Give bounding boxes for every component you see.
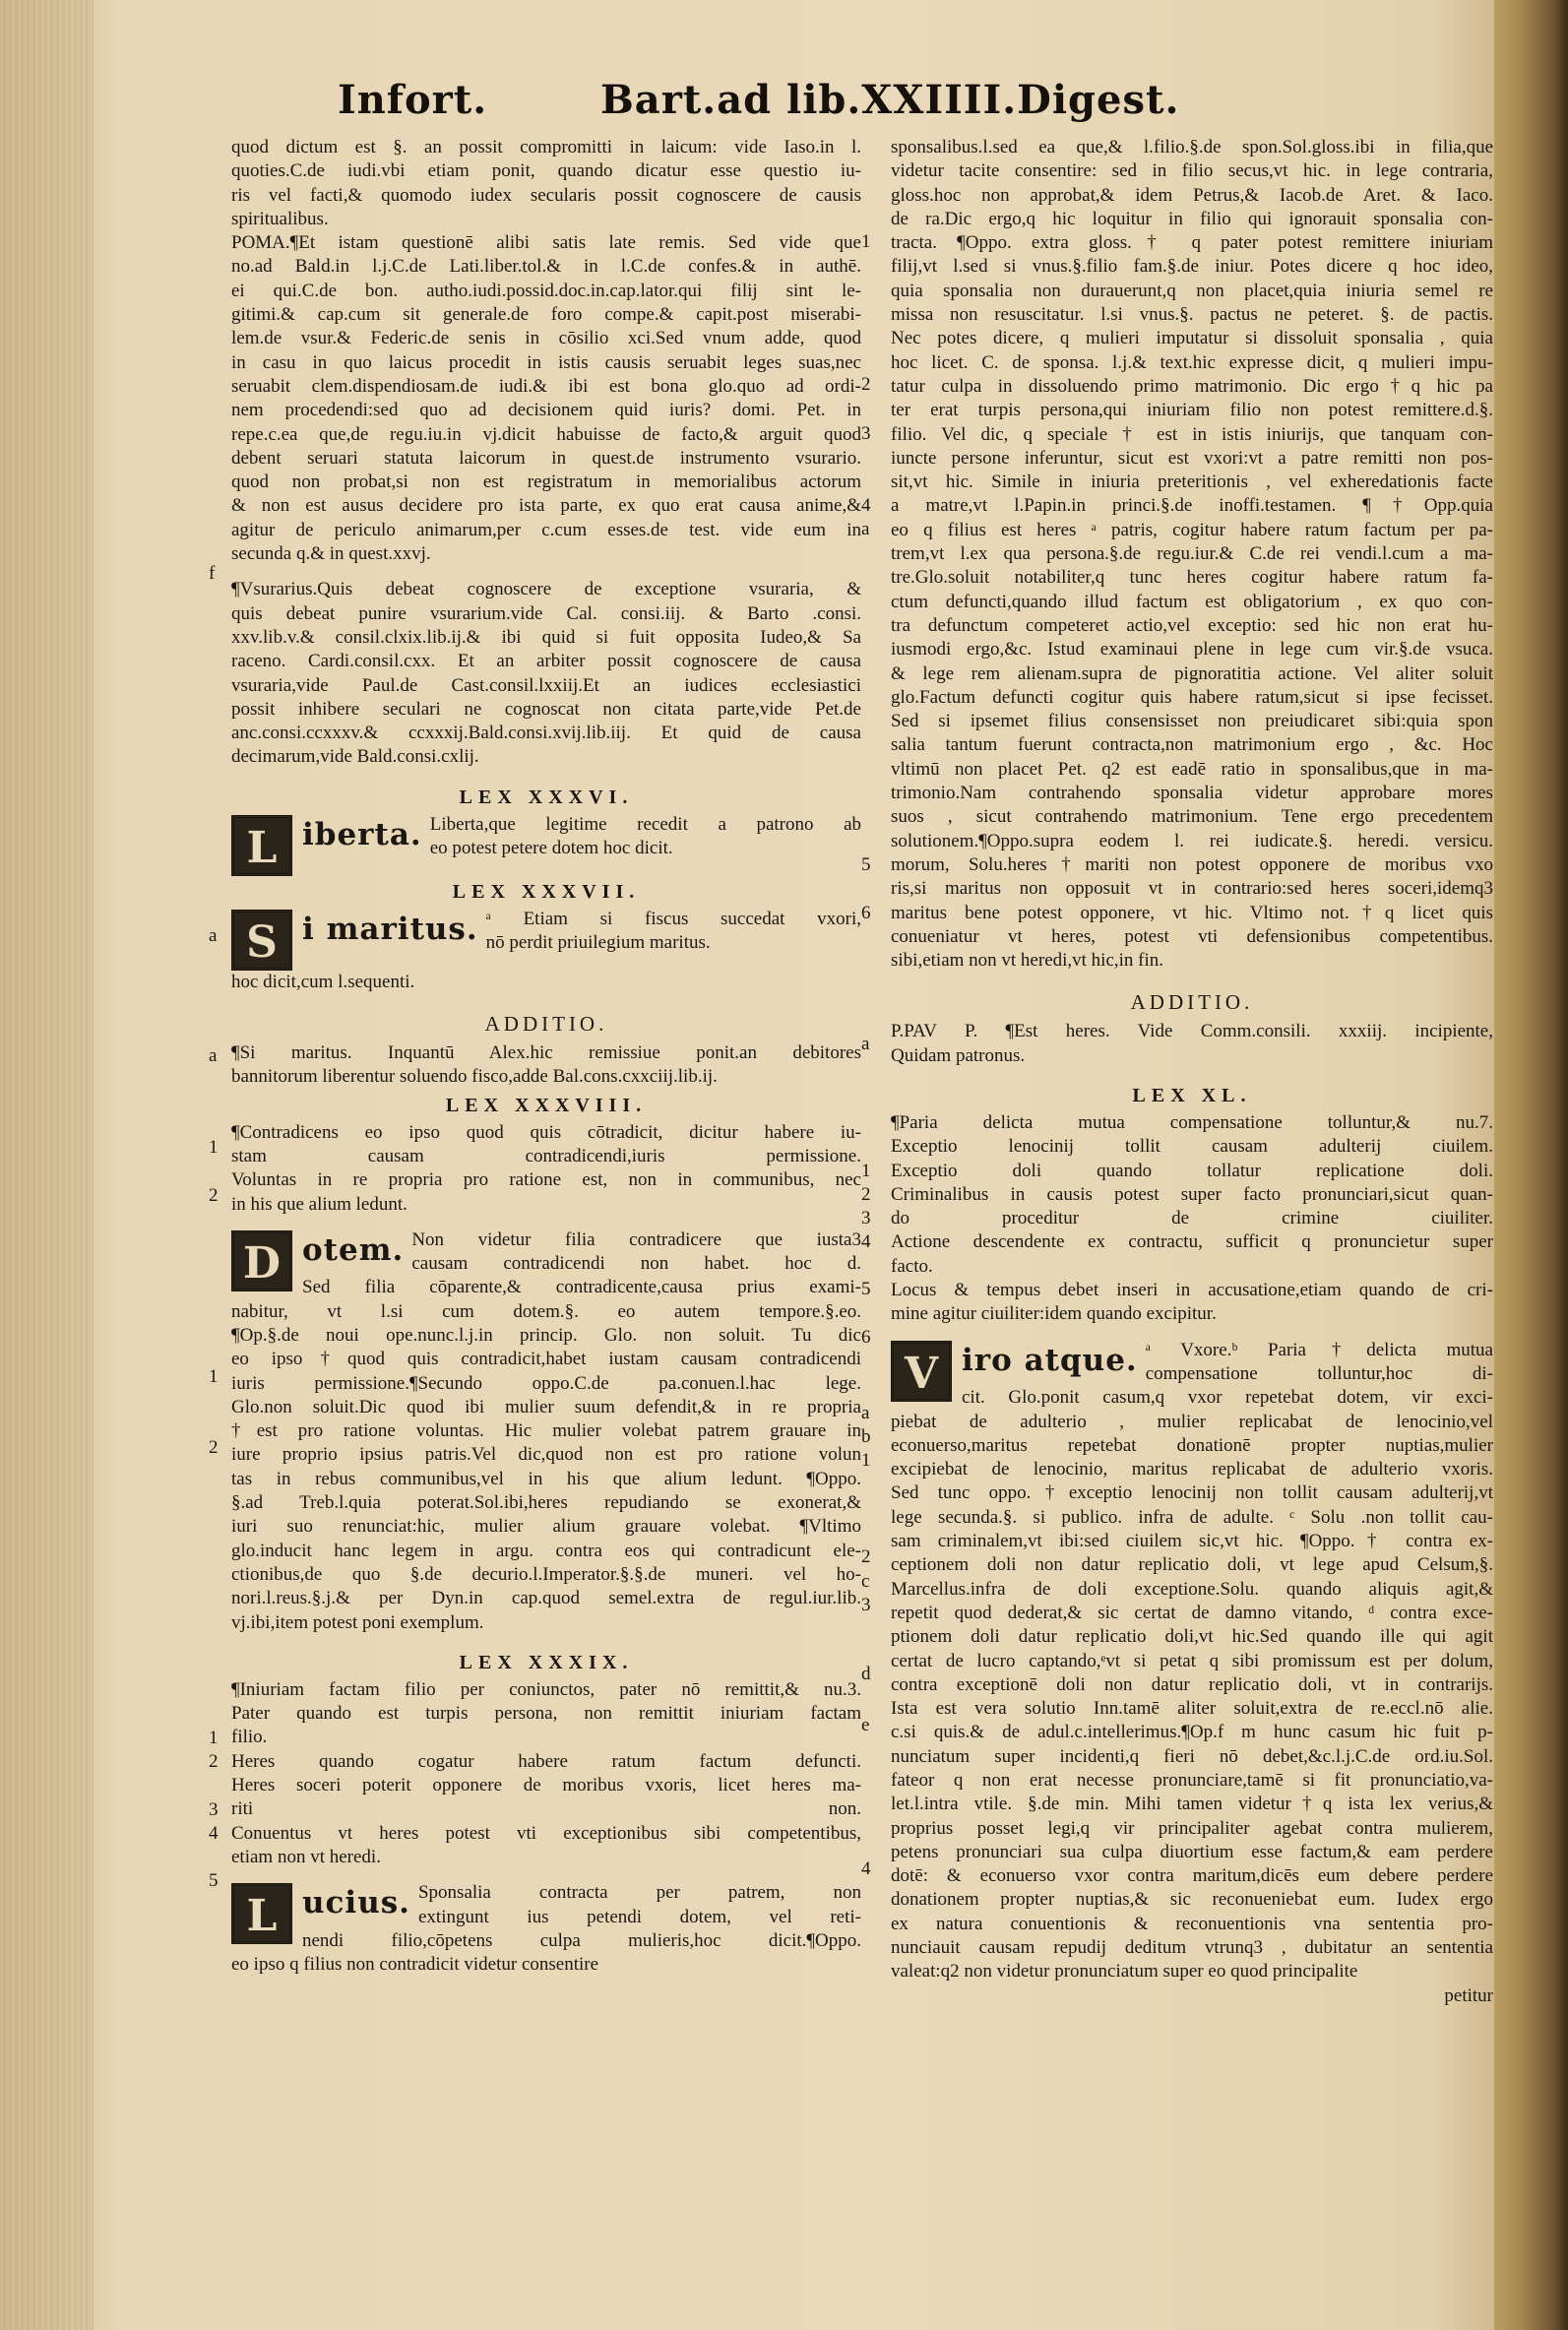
headword: otem. xyxy=(302,1231,405,1268)
text-line: sibi,etiam non vt heredi,vt hic,in fin. xyxy=(891,950,1164,972)
text-line: Liberta,que legitime recedit a patrono ab xyxy=(429,813,861,835)
decorated-initial: L xyxy=(231,815,292,876)
text-line: piebat de adulterio , mulier replicabat de lenocinio,vel xyxy=(891,1411,1493,1432)
page-edge xyxy=(0,0,94,2330)
text-line: ter erat turpis persona,qui iniuriam filio non potest remittere.d.§. xyxy=(891,400,1493,421)
text-line: iusmodi ergo,&c. Istud examinaui plene in lege cum vir.§.de vsuca. xyxy=(891,639,1493,661)
text-line: vj.ibi,item potest poni exemplum. xyxy=(231,1611,484,1633)
text-line: no.ad Bald.in l.j.C.de Lati.liber.tol.& in l.C.de confes.& in authē. xyxy=(231,256,861,278)
text-line: debent seruari statuta laicorum in quest.de instrumento vsurario. xyxy=(231,447,861,469)
text-line: suos , sicut contrahendo matrimonium. Tene ergo precedentem xyxy=(891,806,1493,828)
text-line: Sponsalia contracta per patrem, non xyxy=(417,1882,861,1904)
text-line: ceptionem doli non datur replicatio doli, vt lege apud Celsum,§. xyxy=(891,1554,1493,1576)
decorated-initial: L xyxy=(231,1883,292,1944)
text-line: nem procedendi:sed quo ad decisionem quid iuris? domi. Pet. in xyxy=(231,400,861,421)
text-line: Locus & tempus debet inseri in accusatione,etiam quando de cri- xyxy=(891,1280,1493,1301)
text-line: contra exceptionē doli non datur replicatio doli, vt in contrarijs. xyxy=(891,1673,1493,1695)
decorated-initial: V xyxy=(891,1341,952,1402)
text-line: ¶Paria delicta mutua compensatione tolluntur,& nu.7. xyxy=(891,1111,1493,1133)
text-line: tre.Glo.soluit notabiliter,q tunc heres cogitur habere ratum fa- xyxy=(891,567,1493,589)
text-line: in casu in quo laicus procedit in istis causis seruabit leges suas,nec xyxy=(231,351,861,373)
margin-letter: a xyxy=(209,1045,218,1066)
text-line: petens pronunciari sua culpa diuortium esse factum,& eam perdere xyxy=(891,1841,1493,1862)
text-line: eo ipso q filius non contradicit videtur consentire xyxy=(231,1954,599,1976)
catchword: petitur xyxy=(1444,1984,1493,2006)
text-line: †est pro ratione voluntas. Hic mulier volebat patrem grauare in xyxy=(231,1420,861,1442)
margin-number: 5 xyxy=(861,854,871,875)
text-line: compensatione tolluntur,hoc di- xyxy=(1145,1362,1493,1384)
headword: iberta. xyxy=(302,816,422,852)
text-line: secunda q.& in quest.xxvj. xyxy=(231,543,431,565)
text-line: tracta. ¶Oppo. extra gloss.† q pater potest remittere iniuriam xyxy=(891,232,1493,254)
margin-letter: a xyxy=(861,1403,870,1423)
text-line: Ista est vera solutio Inn.tamē aliter soluit,extra de re.eccl.nō alie. xyxy=(891,1698,1493,1720)
text-line: lege secunda.§. si publico. infra de adulte. ᶜ Solu .non tollit cau- xyxy=(891,1506,1493,1528)
margin-number: 1 xyxy=(861,231,871,252)
lex-40-entry xyxy=(891,1339,1493,1984)
text-line: nunciauit causam repudij deditum vtrunq3 , dubitatur an sententia xyxy=(891,1937,1493,1959)
text-line: etiam non vt heredi. xyxy=(231,1846,381,1867)
margin-number: 1 xyxy=(209,1728,219,1748)
text-line: riti non. xyxy=(231,1798,861,1820)
text-line: a matre,vt l.Papin.in princi.§.de inoffi.testamen. ¶†Opp.quia xyxy=(891,495,1493,517)
margin-letter: a xyxy=(861,519,870,539)
text-line: iure proprio ipsius patris.Vel dic,quod non est pro ratione volun xyxy=(231,1444,861,1466)
text-line: valeat:q2 non videtur pronunciatum super eo quod principalite xyxy=(891,1961,1358,1983)
margin-number: 3 xyxy=(861,423,871,444)
text-line: solutionem.¶Oppo.supra eodem l. rei iudicate.§. heredi. versicu. xyxy=(891,830,1493,851)
text-line: bannitorum liberentur soluendo fisco,adde Bal.cons.cxxciij.lib.ij. xyxy=(231,1066,718,1088)
text-line: iuris permissione.¶Secundo oppo.C.de pa.conuen.l.hac lege. xyxy=(231,1372,861,1394)
margin-letter: f xyxy=(209,563,216,584)
text-line: vsuraria,vide Paul.de Cast.consil.lxxiij.Et an iudices ecclesiastici xyxy=(231,674,861,696)
text-line: conueniatur vt heres, potest vti defensionibus competentibus. xyxy=(891,925,1493,947)
margin-letter: b xyxy=(861,1426,871,1447)
text-line: eo potest petere dotem hoc dicit. xyxy=(429,838,673,859)
margin-number: 4 xyxy=(861,1231,871,1252)
text-line: ctum defuncti,quando illud factum est obligatorium , ex quo con- xyxy=(891,591,1493,612)
text-line: repe.c.ea que,de regu.iu.in vj.dicit habuisse de facto,& arguit quod xyxy=(231,423,861,445)
text-line: glo.Factum defuncti cogitur quis habere ratum,sicut si ipse fecisset. xyxy=(891,686,1493,708)
text-line: agitur de periculo animarum,per c.cum esses.de test. vide eum in xyxy=(231,519,861,540)
margin-number: 2 xyxy=(209,1751,219,1772)
margin-number: 4 xyxy=(861,495,871,516)
text-line: Criminalibus in causis potest super facto pronunciari,sicut quan- xyxy=(891,1183,1493,1205)
text-line: sponsalibus.l.sed ea que,& l.filio.§.de spon.Sol.gloss.ibi in filia,que xyxy=(891,137,1493,157)
right-column xyxy=(891,136,1493,2008)
text-line: anc.consi.ccxxxv.& ccxxxij.Bald.consi.xvij.lib.iij. Et quid de causa xyxy=(231,723,861,744)
decorated-initial: D xyxy=(231,1230,292,1291)
text-line: let.l.intra vtile. §.de min. Mihi tamen videtur†q ista lex verius,& xyxy=(891,1794,1493,1815)
text-line: morum, Solu.heres†mariti non potest opponere de moribus vxo xyxy=(891,853,1493,875)
text-line: sit,vt hic. Simile in iniuria preteritionis , vel exheredationis facte xyxy=(891,472,1493,493)
headword: i maritus. xyxy=(302,911,478,947)
right-additio-text xyxy=(891,1020,1493,1068)
margin-letter: a xyxy=(209,925,218,946)
text-line: Marcellus.infra de doli exceptione.Solu. quando aliquis agit,& xyxy=(891,1578,1493,1600)
text-line: quia sponsalia non durauerunt,q non placet,quia iniuria semel re xyxy=(891,280,1493,301)
lex-39-entry xyxy=(231,1881,861,1977)
text-line: Heres soceri poterit opponere de moribus vxoris, licet heres ma- xyxy=(231,1775,861,1796)
text-line: vltimū non placet Pet. q2 est eadē ratio in sponsalibus,que in ma- xyxy=(891,758,1493,780)
text-line: ᵃ Vxore.ᵇ Paria†delicta mutua xyxy=(1145,1339,1493,1360)
book-spine xyxy=(1494,0,1568,2330)
text-line: do proceditur de crimine ciuiliter. xyxy=(891,1208,1493,1229)
running-head-right: Bart.ad lib.XXIIII.Digest. xyxy=(600,77,1180,123)
margin-number: 2 xyxy=(209,1437,219,1458)
text-line: Quidam patronus. xyxy=(891,1044,1026,1066)
lex-40-summary xyxy=(891,1111,1493,1327)
text-line: filio. Vel dic, q speciale † est in istis iniurijs, que tanquam con- xyxy=(891,423,1493,445)
text-line: salia tantum fuerunt contracta,non matrimonium ergo , &c. Hoc xyxy=(891,734,1493,756)
right-top-text xyxy=(891,136,1493,973)
text-line: dotē: & econuerso vxor contra maritum,dicēs eum debere perdere xyxy=(891,1865,1493,1887)
left-column xyxy=(231,136,861,1977)
text-line: gitimi.& cap.cum sit generale.de foro compe.& capit.post miserabi- xyxy=(231,304,861,326)
text-line: eo ipso†quod quis contradicit,habet iustam causam contradicendi xyxy=(231,1349,861,1370)
text-line: Glo.non soluit.Dic quod ibi mulier suum defendit,& in re propria xyxy=(231,1396,861,1417)
text-line: gloss.hoc non approbat,& idem Petrus,& Iacob.de Aret. & Iaco. xyxy=(891,184,1493,206)
text-line: ¶Op.§.de noui ope.nunc.l.j.in princip. Glo. non soluit. Tu dic xyxy=(231,1324,861,1346)
margin-number: 1 xyxy=(209,1137,219,1158)
text-line: §.ad Treb.l.quia poterat.Sol.ibi,heres repudiando se exonerat,& xyxy=(231,1492,861,1514)
text-line: Sed si ipsemet filius consensisset non preiudicaret sibi:quia spon xyxy=(891,711,1493,732)
text-line: maritus bene potest opponere, vt hic. Vltimo not.†q licet quis xyxy=(891,902,1493,923)
lex-37-entry xyxy=(231,908,861,994)
text-line: possit inhibere seculari ne cognoscat non citata parte,vide Pet.de xyxy=(231,698,861,720)
text-line: econuerso,maritus repetebat donationē propter nuptias,mulier xyxy=(891,1434,1493,1456)
margin-letter: e xyxy=(861,1715,870,1735)
margin-number: 2 xyxy=(209,1185,219,1206)
text-line: eo q filius est heres ᵃ patris, cogitur habere ratum factum per pa- xyxy=(891,519,1493,540)
text-line: c.si quis.& de adul.c.intellerimus.¶Op.f m hunc casum hic fuit p- xyxy=(891,1722,1493,1743)
lex-40-title: LEX XL. xyxy=(1132,1084,1252,1106)
lex-36-title: LEX XXXVI. xyxy=(459,786,634,808)
text-line: fateor q non erat necesse pronunciare,tamē si fit pronunciatio,va- xyxy=(891,1770,1493,1791)
left-additio-text xyxy=(231,1041,861,1090)
text-line: quod non probat,si non est registratum in memorialibus actorum xyxy=(231,472,861,493)
margin-number: 5 xyxy=(209,1870,219,1891)
text-line: videtur tacite consentire: sed in filio secus,vt hic. in lege contraria, xyxy=(891,160,1493,182)
text-line: Voluntas in re propria pro ratione est, non in communibus, nec xyxy=(231,1169,861,1191)
text-line: glo.inducit hanc legem in argu. contra eos qui contradicunt ele- xyxy=(231,1540,861,1561)
margin-number: 2 xyxy=(861,1184,871,1205)
margin-number: 2 xyxy=(861,1546,871,1567)
margin-letter: d xyxy=(861,1664,871,1684)
margin-number: 4 xyxy=(861,1858,871,1879)
margin-number: 1 xyxy=(861,1450,871,1471)
text-line: cit. Glo.ponit casum,q vxor repetebat dotem, vir exci- xyxy=(962,1387,1493,1409)
text-line: quod dictum est §. an possit compromitti in laicum: vide Iaso.in l. xyxy=(231,137,861,157)
text-line: ctionibus,de quo §.de decurio.l.Imperator.§.§.de muneri. vel ho- xyxy=(231,1563,861,1585)
text-line: ris,si maritus non opposuit vt in contrario:sed heres soceri,idemq3 xyxy=(891,878,1493,900)
text-line: hoc licet. C. de sponsa. l.j.& text.hic expresse dicit, q mulieri impu- xyxy=(891,351,1493,373)
text-line: & non est ausus decidere pro ista parte, ex quo erat causa anime,& xyxy=(231,495,861,517)
left-top-text xyxy=(231,136,861,566)
decorated-initial: S xyxy=(231,910,292,971)
text-line: ¶Contradicens eo ipso quod quis cōtradicit, dicitur habere iu- xyxy=(231,1121,861,1143)
text-line: hoc dicit,cum l.sequenti. xyxy=(231,971,415,992)
margin-number: 1 xyxy=(861,1161,871,1181)
text-line: stam causam contradicendi,iuris permissione. xyxy=(231,1145,861,1166)
text-line: nō perdit priuilegium maritus. xyxy=(485,932,711,954)
text-line: donationem propter nuptias,& sic reconueniebat eum. Iudex ergo xyxy=(891,1889,1493,1911)
text-line: & lege rem alienam.supra de pignoratitia actione. Vel aliter soluit xyxy=(891,662,1493,684)
margin-number: 5 xyxy=(861,1279,871,1299)
margin-number: 3 xyxy=(861,1595,871,1615)
margin-number: 4 xyxy=(209,1823,219,1844)
margin-number: 6 xyxy=(861,903,871,923)
additio-title-right: ADDITIO. xyxy=(1130,990,1254,1015)
text-line: trimonio.Nam contrahendo sponsalia videtur approbare mores xyxy=(891,783,1493,804)
text-line: seruabit clem.dispendiosam.de iudi.& ibi est bona glo.quo ad ordi- xyxy=(231,375,861,397)
text-line: Heres quando cogatur habere ratum factum defuncti. xyxy=(231,1750,861,1772)
text-line: filio. xyxy=(231,1727,268,1748)
lex-40-text xyxy=(891,1339,1493,1984)
lex-37-title: LEX XXXVII. xyxy=(452,880,641,903)
lex-38-entry xyxy=(231,1228,861,1635)
text-line: iuri suo renunciat:hic, mulier alium grauare volebat. ¶Vltimo xyxy=(231,1516,861,1538)
text-line: ris vel facti,& quomodo iudex secularis possit cognoscere de causis xyxy=(231,184,861,206)
text-line: tas in rebus communibus,vel in his que alium ledunt. ¶Oppo. xyxy=(231,1468,861,1489)
text-line: POMA.¶Et istam questionē alibi satis late remis. Sed vide que xyxy=(231,232,861,254)
text-line: nabitur, vt l.si cum dotem.§. eo autem tempore.§.eo. xyxy=(231,1300,861,1322)
text-line: quoties.C.de iudi.vbi etiam ponit, quando dicatur esse questio iu- xyxy=(231,160,861,182)
text-line: ¶Si maritus. Inquantū Alex.hic remissiue ponit.an debitores xyxy=(231,1042,861,1064)
text-line: proprius posset legi,q vir principaliter agebat contra mulierem, xyxy=(891,1817,1493,1839)
text-line: ptionem doli datur replicatio doli,vt hic.Sed quando ille qui agit xyxy=(891,1626,1493,1648)
text-line: iuncte persone inferuntur, sicut est vxori:vt a patre remitti non pos- xyxy=(891,447,1493,469)
text-line: Conuentus vt heres potest vti exceptionibus sibi competentibus, xyxy=(231,1822,861,1844)
text-line: in his que alium ledunt. xyxy=(231,1193,408,1215)
text-line: mine agitur ciuiliter:idem quando excipitur. xyxy=(891,1303,1217,1325)
margin-letter: c xyxy=(861,1571,870,1592)
text-line: Sed filia cōparente,& contradicente,causa prius exami- xyxy=(302,1277,861,1298)
text-line: raceno. Cardi.consil.cxx. Et an arbiter possit cognoscere de causa xyxy=(231,651,861,672)
text-line: missa non resuscitatur. l.si vnus.§. pactus ne peteret. §. de pactis. xyxy=(891,304,1493,326)
text-line: sam criminalem,vt ibi:sed ciuilem sic,vt hic. ¶Oppo.† contra ex- xyxy=(891,1531,1493,1552)
lex-38-summary xyxy=(231,1121,861,1217)
text-line: decimarum,vide Bald.consi.cxlij. xyxy=(231,746,479,768)
running-head-left: Infort. xyxy=(338,77,488,123)
text-line: causam contradicendi non habet. hoc d. xyxy=(411,1253,861,1275)
lex-36-entry xyxy=(231,813,861,876)
text-line: tra defunctum competeret actio,vel exceptio: sed hic non erat hu- xyxy=(891,614,1493,636)
text-line: nori.l.reus.§.j.& per Dyn.in cap.quod semel.extra de regul.iur.lib. xyxy=(231,1588,861,1609)
text-line: ei qui.C.de bon. autho.iudi.possid.doc.in.cap.lator.qui filij sint le- xyxy=(231,280,861,301)
headword: ucius. xyxy=(302,1885,410,1921)
text-line: Nec potes dicere, q mulieri imputatur si dissoluit sponsalia , quia xyxy=(891,328,1493,349)
text-line: spiritualibus. xyxy=(231,208,329,229)
text-line: ¶Vsurarius.Quis debeat cognoscere de exceptione vsuraria, & xyxy=(231,579,861,600)
text-line: facto. xyxy=(891,1255,933,1277)
headword: iro atque. xyxy=(962,1342,1138,1378)
text-line: quis debeat punire vsurarium.vide Cal. consi.iij. & Barto .consi. xyxy=(231,602,861,624)
text-line: Exceptio lenocinij tollit causam adulterij ciuilem. xyxy=(891,1136,1493,1158)
text-line: nunciatum super incidenti,q fieri nō debet,&c.l.j.C.de ord.iu.Sol. xyxy=(891,1745,1493,1767)
text-line: trem,vt l.ex qua persona.§.de regu.iur.& C.de rei vendi.l.cum a ma- xyxy=(891,543,1493,565)
margin-number: 6 xyxy=(861,1327,871,1348)
text-line: certat de lucro captando,ᵉvt si petat q sibi promissum est per dolum, xyxy=(891,1650,1493,1671)
text-line: P.PAV P. ¶Est heres. Vide Comm.consili. xxxiij. incipiente, xyxy=(891,1021,1493,1042)
lex-38-title: LEX XXXVIII. xyxy=(445,1094,648,1116)
lex-39-title: LEX XXXIX. xyxy=(459,1651,634,1673)
text-line: ᵃ Etiam si fiscus succedat vxori, xyxy=(485,908,861,929)
text-line: ex natura conuentionis & reconuentionis vna sententia pro- xyxy=(891,1913,1493,1934)
text-line: excipiebat de lenocinio, maritus replicabat de adulterio vxoris. xyxy=(891,1459,1493,1480)
margin-number: 1 xyxy=(209,1366,219,1387)
text-line: Exceptio doli quando tollatur replicatione doli. xyxy=(891,1160,1493,1181)
text-line: Actione descendente ex contractu, sufficit q pronuncietur super xyxy=(891,1231,1493,1253)
running-head xyxy=(0,77,1506,136)
text-line: ¶Iniuriam factam filio per coniunctos, pater nō remittit,& nu.3. xyxy=(231,1678,861,1700)
text-line: Non videtur filia contradicere que iusta3 xyxy=(411,1228,861,1250)
text-line: tatur culpa in dissoluendo primo matrimonio. Dic ergo†q hic pa xyxy=(891,375,1493,397)
lex-39-summary xyxy=(231,1678,861,1869)
additio-title-left: ADDITIO. xyxy=(484,1012,608,1037)
text-line: Sed tunc oppo.†exceptio lenocinij non tollit causam adulterij,vt xyxy=(891,1482,1493,1504)
text-line: lem.de vsur.& Federic.de senis in cōsilio xci.Sed vnum adde, quod xyxy=(231,328,861,349)
text-line: de ra.Dic ergo,q hic loquitur in filio qui ignorauit sponsalia con- xyxy=(891,208,1493,229)
text-line: nendi filio,cōpetens culpa mulieris,hoc dicit.¶Oppo. xyxy=(302,1929,861,1951)
left-para-usurarius xyxy=(231,578,861,769)
text-line: filij,vt l.sed si vnus.§.filio fam.§.de iniur. Potes dicere q hoc ideo, xyxy=(891,256,1493,278)
text-line: extingunt ius petendi dotem, vel reti- xyxy=(417,1906,861,1927)
text-line: Pater quando est turpis persona, non remittit iniuriam factam xyxy=(231,1703,861,1725)
margin-number: 2 xyxy=(861,374,871,395)
lex-38-text xyxy=(231,1228,861,1635)
text-line: repetit quod dederat,& sic certat de damno vitando, ᵈ contra exce- xyxy=(891,1602,1493,1623)
text-line: xxv.lib.v.& consil.clxix.lib.ij.& ibi quid si fuit opposita Iudeo,& Sa xyxy=(231,626,861,648)
margin-number: 3 xyxy=(861,1208,871,1228)
margin-number: 3 xyxy=(209,1799,219,1820)
margin-letter: a xyxy=(861,1034,870,1054)
